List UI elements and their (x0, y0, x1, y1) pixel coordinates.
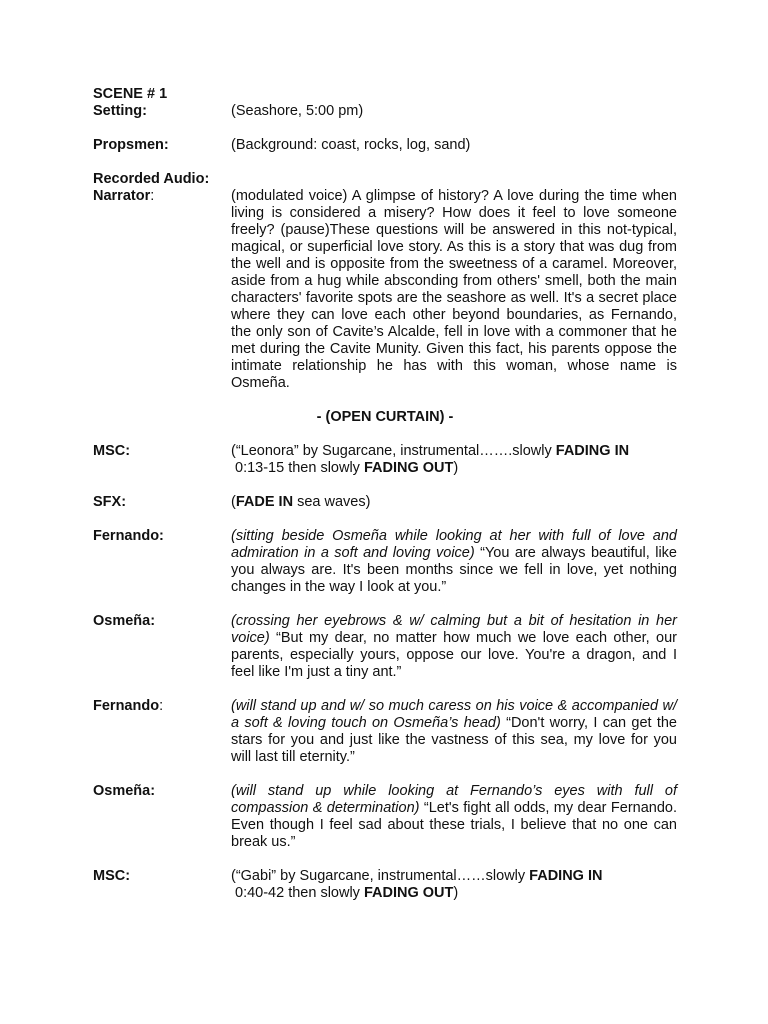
osmena2-text (231, 783, 677, 851)
fernando2-label (93, 698, 231, 766)
fernando2-direction: (will stand up and w/ so much caress on his voice & accompanied w/ a soft & loving touch on Osmeña’s head) (231, 698, 677, 731)
scene-title: SCENE # 1 (93, 86, 168, 102)
osmena2-label: Osmeña: (93, 783, 156, 799)
fernando1-text (231, 528, 677, 596)
fernando1-direction: (sitting beside Osmeña while looking at her with full of love and admiration in a soft and loving voice) (231, 528, 677, 561)
fernando2-text (231, 698, 677, 766)
setting-label: Setting: (93, 103, 147, 119)
osmena1-label: Osmeña: (93, 613, 156, 629)
propsmen-value: (Background: coast, rocks, log, sand) (231, 137, 471, 153)
osmena1-row (93, 613, 677, 681)
sfx-label: SFX: (93, 494, 127, 510)
msc2-line2: 0:40-42 then slowly (235, 885, 364, 901)
script-page (93, 86, 677, 902)
fernando1-row (93, 528, 677, 596)
msc1-row (93, 443, 677, 477)
narrator-label (93, 188, 231, 392)
sfx-fade-in: FADE IN (235, 494, 294, 510)
narrator-row (93, 188, 677, 392)
setting-row (93, 103, 677, 120)
narrator-colon: : (150, 188, 155, 204)
recorded-audio-row (93, 171, 677, 188)
fernando2-line: “Don't worry, I can get the stars for you and just like the vastness of this sea, my love for you will last till eternity.” (231, 715, 677, 765)
msc1-label: MSC: (93, 443, 131, 459)
sfx-rest: sea waves) (293, 494, 371, 510)
narrator-text: (modulated voice) A glimpse of history? A love during the time when living is considered a misery? How does it feel to love someone freely? (pause)These questions will be answered in this not-typical, magical, or superficial love story. As this is a story that was dug from the well and is opposite from the sweetness of a caramel. Moreover, aside from a hug while absconding from others' smell, both the main characters' favorite spots are the seashore as well. It's a secret place where they can love each other beyond boundaries, as Fernando, the only son of Cavite’s Alcalde, fell in love with a commoner that he met during the Cavite Munity. Given this fact, his parents oppose the intimate relationship he has with this woman, whose name is Osmeña. (231, 188, 677, 391)
msc2-label: MSC: (93, 868, 131, 884)
msc2-post: ) (453, 885, 459, 901)
setting-value: (Seashore, 5:00 pm) (231, 103, 364, 119)
sfx-row (93, 494, 677, 511)
propsmen-label: Propsmen: (93, 137, 169, 153)
msc2-fading-out: FADING OUT (363, 885, 454, 901)
msc1-fading-in: FADING IN (555, 443, 630, 459)
osmena2-line: “Let's fight all odds, my dear Fernando. Even though I feel sad about these trials, I believe that no one can break us.” (231, 800, 677, 850)
propsmen-row (93, 137, 677, 154)
open-curtain: - (OPEN CURTAIN) - (316, 409, 454, 425)
narrator-label-text: Narrator (93, 188, 151, 204)
msc2-row (93, 868, 677, 902)
msc1-text (231, 443, 677, 477)
recorded-audio-label: Recorded Audio: (93, 171, 210, 187)
fernando2-label-text: Fernando (93, 698, 160, 714)
osmena1-direction: (crossing her eyebrows & w/ calming but a bit of hesitation in her voice) (231, 613, 677, 646)
msc2-text (231, 868, 677, 902)
scene-heading-row (93, 86, 677, 103)
osmena1-line: “But my dear, no matter how much we love each other, our parents, especially yours, oppose our love. You're a dragon, and I feel like I'm just a tiny ant.” (231, 630, 677, 680)
fernando1-line: “You are always beautiful, like you always are. It's been months since we fell in love, yet nothing changes in the way I look at you.” (231, 545, 677, 595)
msc1-post: ) (453, 460, 459, 476)
msc2-pre: (“Gabi” by Sugarcane, instrumental……slowly (231, 868, 530, 884)
osmena1-text (231, 613, 677, 681)
msc1-pre: (“Leonora” by Sugarcane, instrumental…….slowly (231, 443, 556, 459)
osmena2-row (93, 783, 677, 851)
fernando1-label: Fernando: (93, 528, 164, 544)
msc1-line2: 0:13-15 then slowly (235, 460, 364, 476)
fernando2-colon: : (159, 698, 164, 714)
msc1-fading-out: FADING OUT (363, 460, 454, 476)
osmena2-direction: (will stand up while looking at Fernando’s eyes with full of compassion & determination) (231, 783, 677, 816)
msc2-fading-in: FADING IN (529, 868, 603, 884)
fernando2-row (93, 698, 677, 766)
sfx-text (231, 494, 677, 511)
sfx-open: ( (231, 494, 236, 510)
